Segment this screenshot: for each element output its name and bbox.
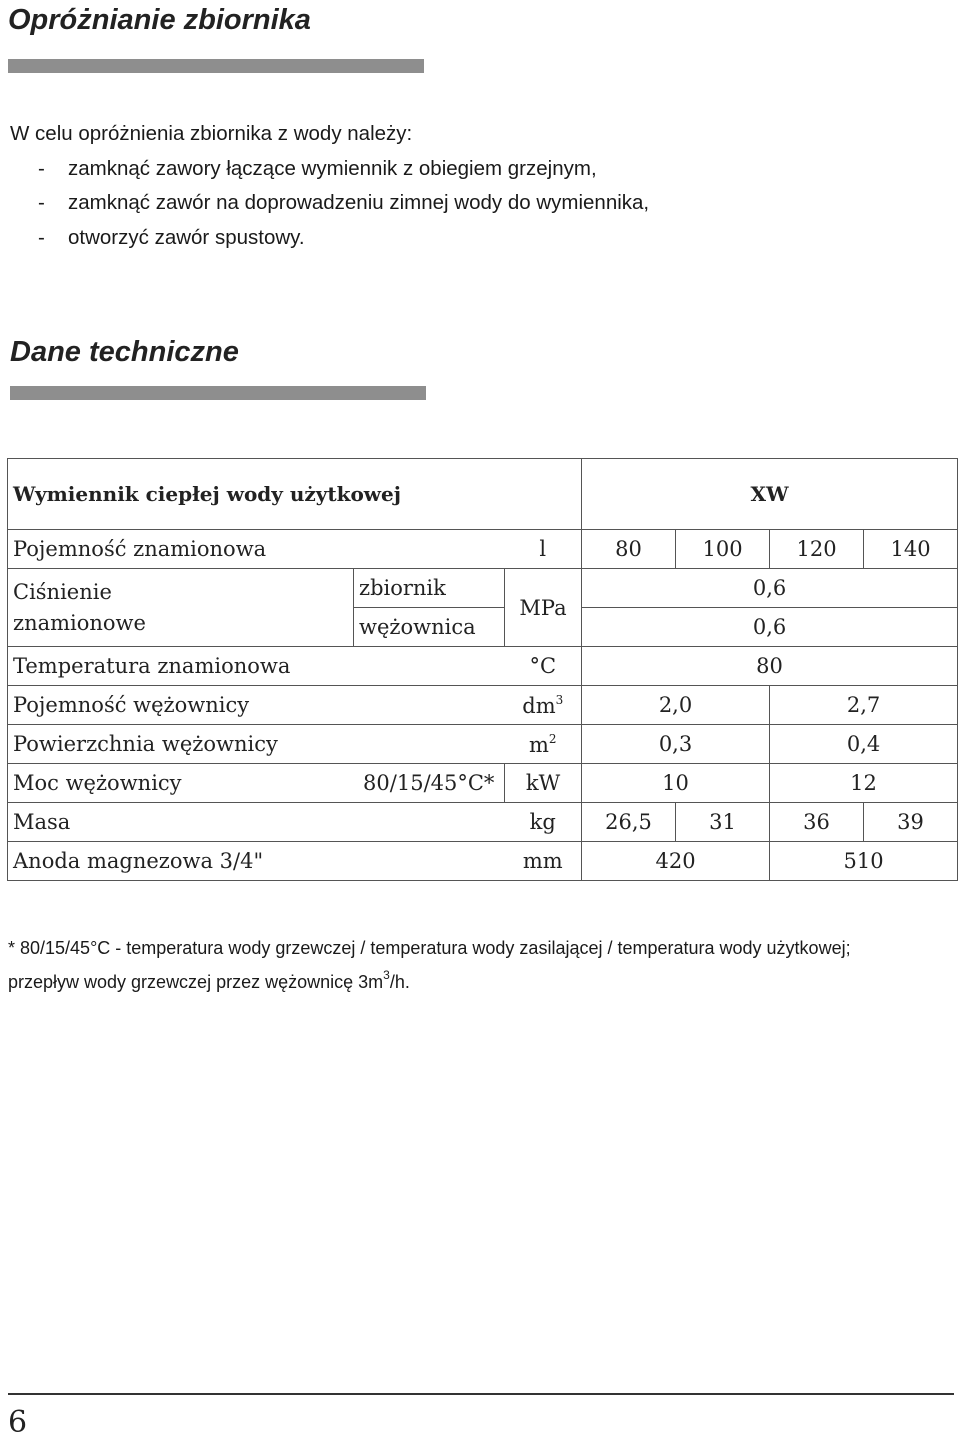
- table-row: [8, 530, 958, 569]
- cell-value: 2,0: [582, 686, 770, 725]
- row-unit: kg: [505, 803, 582, 842]
- table-header-label: Wymiennik ciepłej wody użytkowej: [8, 459, 582, 530]
- table-row: [8, 842, 958, 881]
- cell-value: 2,7: [770, 686, 958, 725]
- table-row: [8, 647, 958, 686]
- row-unit: l: [505, 530, 582, 569]
- instructions-intro: W celu opróżnienia zbiornika z wody należy:: [10, 122, 413, 145]
- spec-table: [7, 458, 958, 881]
- footnote-line: przepływ wody grzewczej przez wężownicę $3m^3/h$.: [8, 968, 410, 992]
- row-sublabel: wężownica: [354, 608, 505, 647]
- table-row: [8, 569, 958, 608]
- row-label: Ciśnienie znamionowe: [8, 569, 354, 647]
- cell-value: 0,6: [582, 608, 958, 647]
- row-condition: 80/15/45°C*: [354, 764, 505, 803]
- table-row: [8, 764, 958, 803]
- row-unit: kW: [505, 764, 582, 803]
- row-unit: MPa: [505, 569, 582, 647]
- row-unit: °C: [505, 647, 582, 686]
- footnote-line: * 80/15/45°C - temperatura wody grzewczej / temperatura wody zasilającej / temperatura wody użytkowej;: [8, 938, 851, 958]
- row-unit: $dm^3$: [505, 686, 582, 725]
- footnote: [8, 935, 851, 996]
- row-label: Masa: [8, 803, 505, 842]
- row-label: Pojemność wężownicy: [8, 686, 505, 725]
- page-number: 6: [8, 1405, 28, 1440]
- section-title-specs: Dane techniczne: [10, 336, 239, 368]
- cell-value: 420: [582, 842, 770, 881]
- row-unit: $m^2$: [505, 725, 582, 764]
- table-row: [8, 725, 958, 764]
- row-label: Anoda magnezowa 3/4": [8, 842, 505, 881]
- cell-value: 31: [676, 803, 770, 842]
- footer-rule: [8, 1393, 954, 1395]
- cell-value: 80: [582, 647, 958, 686]
- table-row: [8, 803, 958, 842]
- model-label: XW: [582, 459, 958, 530]
- cell-value: 0,6: [582, 569, 958, 608]
- cell-value: 0,4: [770, 725, 958, 764]
- cell-value: 140: [864, 530, 958, 569]
- cell-value: 12: [770, 764, 958, 803]
- title-rule: [10, 386, 426, 400]
- title-rule: [8, 59, 424, 73]
- cell-value: 36: [770, 803, 864, 842]
- cell-value: 100: [676, 530, 770, 569]
- emptying-instructions: [10, 117, 649, 255]
- table-row: [8, 686, 958, 725]
- cell-value: 26,5: [582, 803, 676, 842]
- cell-value: 39: [864, 803, 958, 842]
- step-item: - zamknąć zawór na doprowadzeniu zimnej wody do wymiennika,: [38, 191, 650, 214]
- table-header-row: [8, 459, 958, 530]
- step-item: - zamknąć zawory łączące wymiennik z obiegiem grzejnym,: [38, 156, 597, 180]
- row-label: Moc wężownicy: [8, 764, 354, 803]
- step-item: - otworzyć zawór spustowy.: [38, 225, 305, 249]
- cell-value: 0,3: [582, 725, 770, 764]
- section-title-emptying: Opróżnianie zbiornika: [8, 4, 311, 36]
- cell-value: 80: [582, 530, 676, 569]
- row-label: Pojemność znamionowa: [8, 530, 505, 569]
- cell-value: 10: [582, 764, 770, 803]
- row-label: Powierzchnia wężownicy: [8, 725, 505, 764]
- row-unit: mm: [505, 842, 582, 881]
- cell-value: 120: [770, 530, 864, 569]
- row-sublabel: zbiornik: [354, 569, 505, 608]
- cell-value: 510: [770, 842, 958, 881]
- row-label: Temperatura znamionowa: [8, 647, 505, 686]
